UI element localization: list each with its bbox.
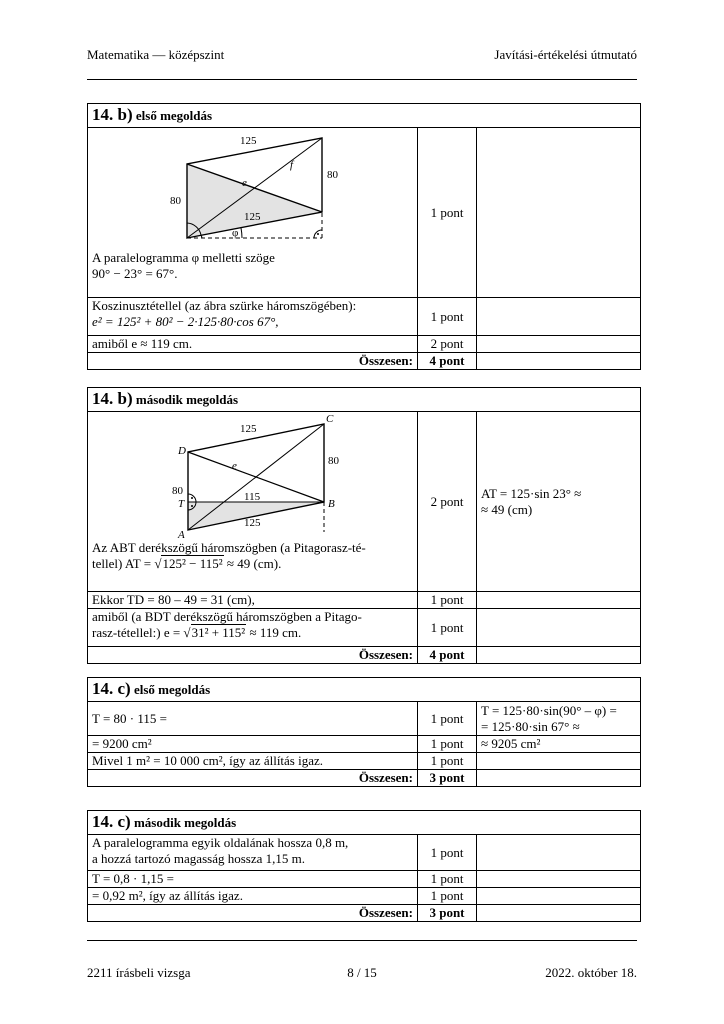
text-line: A paralelogramma φ melletti szöge bbox=[92, 250, 275, 265]
points: 1 pont bbox=[418, 609, 477, 647]
points: 2 pont bbox=[418, 412, 477, 592]
points: 1 pont bbox=[418, 128, 477, 298]
points: 1 pont bbox=[418, 592, 477, 609]
solution-table-14c-second bbox=[87, 810, 641, 922]
block-title: 14. b) első megoldás bbox=[88, 104, 641, 128]
points: 1 pont bbox=[418, 871, 477, 888]
label-top: 125 bbox=[240, 423, 257, 435]
label-diag: 125 bbox=[244, 211, 261, 223]
label-e: e bbox=[232, 460, 237, 472]
solution-table-14b-first bbox=[87, 103, 641, 370]
block-title: 14. c) második megoldás bbox=[88, 811, 641, 835]
text-line: = 0,92 m², így az állítás igaz. bbox=[88, 888, 418, 905]
formula: e² = 125² + 80² − 2·125·80·cos 67°, bbox=[92, 314, 279, 329]
page-footer bbox=[87, 965, 637, 983]
points: 1 pont bbox=[418, 835, 477, 871]
label-left: 80 bbox=[170, 195, 181, 207]
solution-table-14c-first bbox=[87, 677, 641, 787]
text-line: Ekkor TD = 80 – 49 = 31 (cm), bbox=[88, 592, 418, 609]
label-B: B bbox=[328, 498, 335, 510]
label-left: 80 bbox=[172, 485, 183, 497]
text-line: Mivel 1 m² = 10 000 cm², így az állítás igaz. bbox=[88, 753, 418, 770]
label-top: 125 bbox=[240, 135, 257, 147]
total-points: 3 pont bbox=[418, 905, 477, 922]
text-cell: A paralelogramma egyik oldalának hossza 0,8 m, a hozzá tartozó magasság hossza 1,15 m. bbox=[88, 835, 418, 871]
text-line: T = 0,8 · 1,15 = bbox=[88, 871, 418, 888]
points: 1 pont bbox=[418, 736, 477, 753]
total-label: Összesen: bbox=[88, 905, 418, 922]
footer-date: 2022. október 18. bbox=[545, 965, 637, 980]
text-cell: Koszinusztétellel (az ábra szürke háromszögében): e² = 125² + 80² − 2·125·80·cos 67°, bbox=[88, 298, 418, 336]
note-cell: AT = 125·sin 23° ≈ ≈ 49 (cm) bbox=[477, 412, 641, 592]
text-line: tellel) AT = √125² − 115² ≈ 49 (cm). bbox=[92, 556, 282, 571]
parallelogram-figure bbox=[92, 130, 412, 250]
points: 1 pont bbox=[418, 298, 477, 336]
figure-cell bbox=[88, 412, 418, 592]
label-D: D bbox=[178, 445, 186, 457]
total-label: Összesen: bbox=[88, 647, 418, 664]
text-line: T = 80 · 115 = bbox=[88, 702, 418, 736]
label-mid: 115 bbox=[244, 491, 261, 503]
page-header bbox=[87, 47, 637, 65]
label-T: T bbox=[178, 498, 185, 510]
note-cell bbox=[477, 128, 641, 298]
label-e: e bbox=[242, 177, 247, 189]
page-number: 8 / 15 bbox=[347, 965, 377, 980]
text-cell: amiből (a BDT derékszögű háromszögben a Pitago- rasz-tétellel:) e = √31² + 115² ≈ 119 cm. bbox=[88, 609, 418, 647]
label-C: C bbox=[326, 413, 334, 425]
text-line: Az ABT derékszögű háromszögben (a Pitagorasz-té- bbox=[92, 540, 366, 555]
header-left: Matematika — középszint bbox=[87, 47, 225, 62]
footer-left: 2211 írásbeli vizsga bbox=[87, 965, 191, 980]
total-points: 4 pont bbox=[418, 353, 477, 370]
text-line: 90° − 23° = 67°. bbox=[92, 266, 178, 281]
label-right: 80 bbox=[328, 455, 339, 467]
block-title: 14. b) második megoldás bbox=[88, 388, 641, 412]
text-line: amiből e ≈ 119 cm. bbox=[88, 336, 418, 353]
total-points: 4 pont bbox=[418, 647, 477, 664]
footer-rule bbox=[87, 940, 637, 941]
solution-table-14b-second bbox=[87, 387, 641, 664]
label-phi: φ bbox=[232, 227, 239, 239]
block-title: 14. c) első megoldás bbox=[88, 678, 641, 702]
points: 1 pont bbox=[418, 753, 477, 770]
points: 1 pont bbox=[418, 888, 477, 905]
points: 2 pont bbox=[418, 336, 477, 353]
header-rule bbox=[87, 79, 637, 80]
points: 1 pont bbox=[418, 702, 477, 736]
label-right: 80 bbox=[327, 169, 338, 181]
label-A: A bbox=[178, 529, 185, 540]
total-label: Összesen: bbox=[88, 770, 418, 787]
label-f: f bbox=[290, 159, 294, 171]
header-right: Javítási-értékelési útmutató bbox=[494, 47, 637, 62]
total-label: Összesen: bbox=[88, 353, 418, 370]
note-cell: ≈ 9205 cm² bbox=[477, 736, 641, 753]
note-cell: T = 125·80·sin(90° – φ) = = 125·80·sin 67° ≈ bbox=[477, 702, 641, 736]
figure-cell bbox=[88, 128, 418, 298]
parallelogram-figure-2 bbox=[92, 412, 412, 540]
label-bottom: 125 bbox=[244, 517, 261, 529]
text-line: = 9200 cm² bbox=[88, 736, 418, 753]
total-points: 3 pont bbox=[418, 770, 477, 787]
